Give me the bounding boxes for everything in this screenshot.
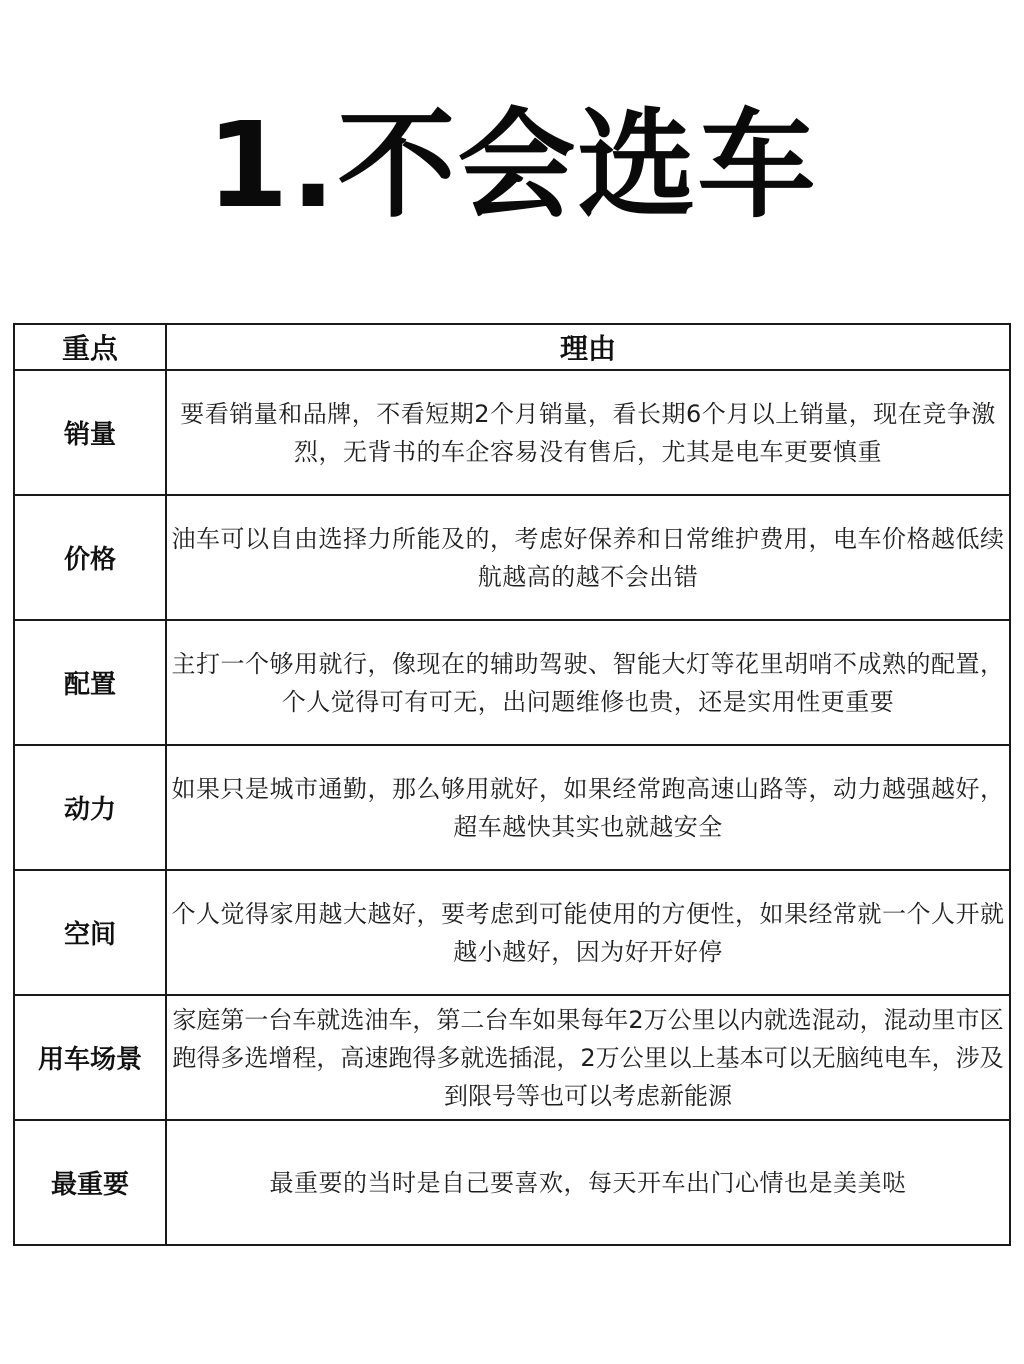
table-row xyxy=(14,995,1010,1120)
header-reason: 理由 xyxy=(166,324,1010,370)
page-title: 1.不会选车 xyxy=(206,96,818,234)
row-reason-usage-scenario: 家庭第一台车就选油车，第二台车如果每年2万公里以内就选混动，混动里市区跑得多选增程，高速跑得多就选插混，2万公里以上基本可以无脑纯电车，涉及到限号等也可以考虑新能源 xyxy=(166,995,1010,1120)
table-row xyxy=(14,495,1010,620)
row-key-sales: 销量 xyxy=(14,370,166,495)
row-reason-sales: 要看销量和品牌，不看短期2个月销量，看长期6个月以上销量，现在竞争激烈，无背书的车企容易没有售后，尤其是电车更要慎重 xyxy=(166,370,1010,495)
row-key-configuration: 配置 xyxy=(14,620,166,745)
table-header-row xyxy=(14,324,1010,370)
car-selection-table xyxy=(13,323,1011,1246)
row-key-price: 价格 xyxy=(14,495,166,620)
row-reason-price: 油车可以自由选择力所能及的，考虑好保养和日常维护费用，电车价格越低续航越高的越不会出错 xyxy=(166,495,1010,620)
row-key-usage-scenario: 用车场景 xyxy=(14,995,166,1120)
table-row xyxy=(14,620,1010,745)
table-row xyxy=(14,870,1010,995)
row-reason-power: 如果只是城市通勤，那么够用就好，如果经常跑高速山路等，动力越强越好，超车越快其实也就越安全 xyxy=(166,745,1010,870)
row-key-most-important: 最重要 xyxy=(14,1120,166,1245)
row-reason-most-important: 最重要的当时是自己要喜欢，每天开车出门心情也是美美哒 xyxy=(166,1120,1010,1245)
table-row xyxy=(14,1120,1010,1245)
row-reason-configuration: 主打一个够用就行，像现在的辅助驾驶、智能大灯等花里胡哨不成熟的配置，个人觉得可有可无，出问题维修也贵，还是实用性更重要 xyxy=(166,620,1010,745)
row-key-space: 空间 xyxy=(14,870,166,995)
row-reason-space: 个人觉得家用越大越好，要考虑到可能使用的方便性，如果经常就一个人开就越小越好，因为好开好停 xyxy=(166,870,1010,995)
table-row xyxy=(14,745,1010,870)
table-row xyxy=(14,370,1010,495)
header-key: 重点 xyxy=(14,324,166,370)
row-key-power: 动力 xyxy=(14,745,166,870)
